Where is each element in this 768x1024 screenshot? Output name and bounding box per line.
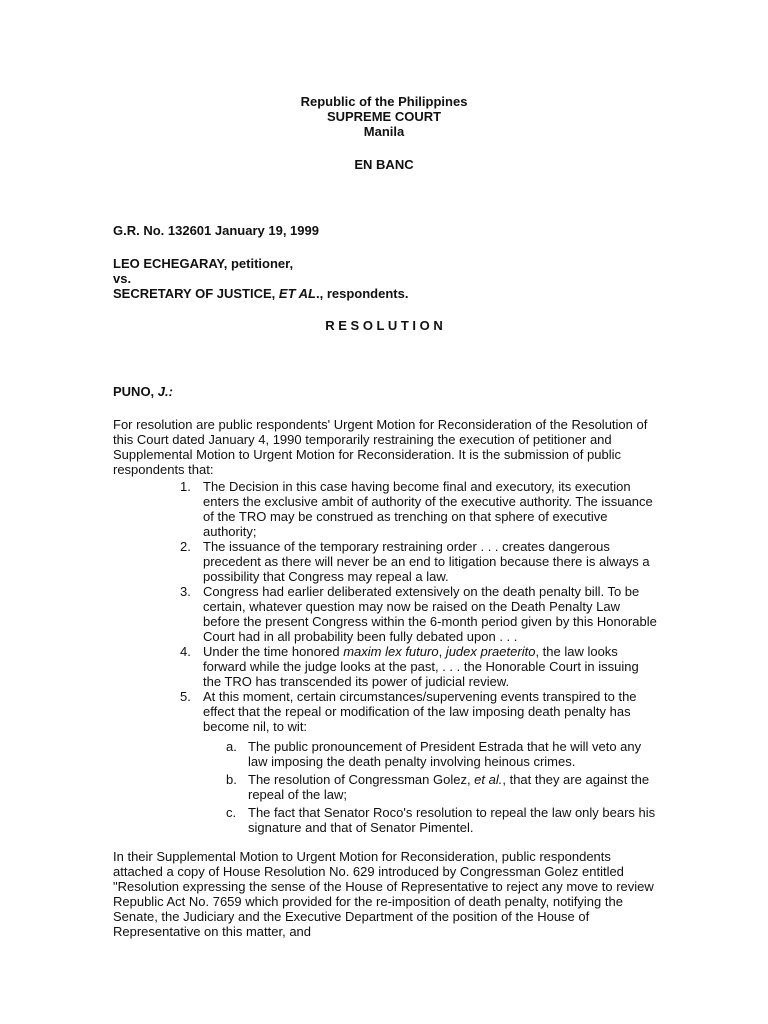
list-item bbox=[180, 479, 658, 539]
list-item-number: 4. bbox=[180, 644, 191, 659]
latin-maxim-2: judex praeterito bbox=[445, 644, 536, 659]
list-item-text: The issuance of the temporary restraining order . . . creates dangerous precedent as there will never be an end to litigation because there is always a possibility that Congress may repeal a law. bbox=[203, 539, 650, 584]
sublist-item-text: The public pronouncement of President Estrada that he will veto any law imposing the death penalty involving heinous crimes. bbox=[248, 739, 642, 769]
list-item bbox=[180, 644, 658, 689]
author-suffix: J.: bbox=[157, 384, 173, 399]
sublist-item-letter: a. bbox=[226, 739, 237, 754]
intro-paragraph: For resolution are public respondents' Urgent Motion for Reconsideration of the Resolution of this Court dated January 4, 1990 temporarily restraining the execution of petitioner and Supplemental Motion to Urgent Motion for Reconsideration. It is the submission of public respondents that: bbox=[113, 417, 648, 477]
division-label: EN BANC bbox=[354, 157, 414, 172]
list-item-text: The Decision in this case having become final and executory, its execution enters the exclusive ambit of authority of the executive authority. The issuance of the TRO may be construed as trenching on that sphere of executive authority; bbox=[203, 479, 653, 539]
list-item-text-a: Under the time honored bbox=[203, 644, 344, 659]
list-item-text-c: , the law looks forward while the judge looks at the past, . . . the Honorable Court in issuing the TRO has transcended its power of judicial review. bbox=[203, 644, 639, 689]
list-item-text-b: , bbox=[438, 644, 446, 659]
sublist-item-text bbox=[248, 772, 649, 802]
respondent-line bbox=[113, 286, 408, 301]
case-number-date: G.R. No. 132601 January 19, 1999 bbox=[113, 223, 319, 238]
list-item-text: Congress had earlier deliberated extensively on the death penalty bill. To be certain, whatever question may now be raised on the Death Penalty Law before the present Congress within the 6-month period given by this Honorable Court had in all probability been fully debated upon . . . bbox=[203, 584, 657, 644]
header-court: SUPREME COURT bbox=[326, 109, 442, 124]
latin-maxim-1: maxim lex futuro bbox=[343, 644, 439, 659]
list-item-number: 3. bbox=[180, 584, 191, 599]
sublist-item-etal: et al. bbox=[474, 772, 503, 787]
header-republic: Republic of the Philippines bbox=[300, 94, 468, 109]
versus-line: vs. bbox=[113, 271, 132, 286]
court-header bbox=[0, 94, 768, 139]
author-name: PUNO, bbox=[113, 384, 158, 399]
list-item-number: 5. bbox=[180, 689, 191, 704]
list-item bbox=[180, 689, 658, 734]
respondent-role: ., respondents. bbox=[315, 286, 409, 301]
sublist-item-letter: c. bbox=[226, 805, 237, 820]
sublist-item-text-a: The resolution of Congressman Golez, bbox=[248, 772, 475, 787]
sublist-item-letter: b. bbox=[226, 772, 237, 787]
numbered-list bbox=[180, 479, 658, 734]
sublist-item bbox=[226, 772, 658, 802]
case-parties bbox=[113, 256, 408, 301]
list-item-text bbox=[203, 644, 639, 689]
closing-paragraph: In their Supplemental Motion to Urgent Motion for Reconsideration, public respondents attached a copy of House Resolution No. 629 introduced by Congressman Golez entitled "Resolution expressing the sense of the House of Representative to reject any move to review Republic Act No. 7659 which provided for the re-imposition of death penalty, notifying the Senate, the Judiciary and the Executive Department of the position of the House of Representative on this matter, and bbox=[113, 849, 654, 939]
list-item bbox=[180, 584, 658, 644]
sublist-item bbox=[226, 805, 658, 835]
respondent-name: SECRETARY OF JUSTICE, bbox=[113, 286, 279, 301]
lettered-sublist bbox=[226, 739, 658, 838]
list-item-number: 2. bbox=[180, 539, 191, 554]
list-item bbox=[180, 539, 658, 584]
respondent-etal: ET AL bbox=[278, 286, 316, 301]
list-item-text: At this moment, certain circumstances/supervening events transpired to the effect that the repeal or modification of the law imposing death penalty has become nil, to wit: bbox=[203, 689, 637, 734]
sublist-item bbox=[226, 739, 658, 769]
sublist-item-text-c: , that they are against the repeal of the law; bbox=[248, 772, 650, 802]
list-item-number: 1. bbox=[180, 479, 191, 494]
sublist-item-text: The fact that Senator Roco's resolution to repeal the law only bears his signature and that of Senator Pimentel. bbox=[248, 805, 656, 835]
document-title: R E S O L U T I O N bbox=[325, 318, 443, 333]
header-city: Manila bbox=[363, 124, 405, 139]
author-line bbox=[113, 384, 173, 399]
petitioner-line: LEO ECHEGARAY, petitioner, bbox=[113, 256, 294, 271]
